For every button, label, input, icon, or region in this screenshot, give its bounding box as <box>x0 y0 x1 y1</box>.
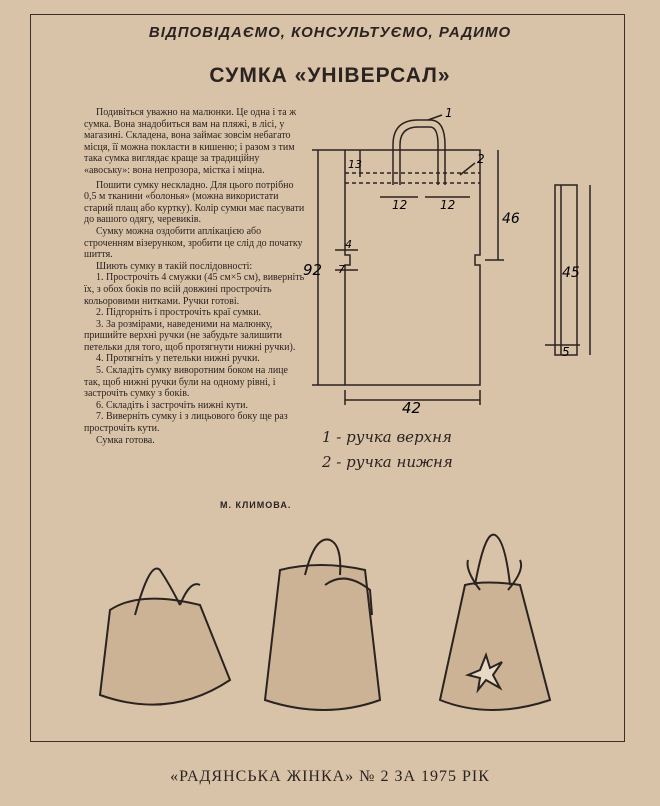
bag-illustrations <box>80 530 560 730</box>
article-title: СУМКА «УНІВЕРСАЛ» <box>209 64 451 87</box>
step-item: 1. Прострочіть 4 смужки (45 см×5 см), виверніть їх, з обох боків по всій довжині прострочіть кольоровими нитками. Ручки готові. <box>84 272 305 307</box>
legend-item-2: 2 - ручка нижня <box>322 453 453 471</box>
step-item: 7. Виверніть сумку і з лицьового боку ще раз прострочіть кути. <box>84 411 288 435</box>
bag-pattern-outline <box>345 150 480 385</box>
step-item: 2. Підгорніть і прострочіть краї сумки. <box>96 307 262 319</box>
top-handle-shape <box>393 120 445 185</box>
dim-5: 5 <box>562 345 570 359</box>
step-item: 6. Складіть і застрочіть нижні кути. <box>96 399 249 411</box>
callout-2: 2 <box>477 152 485 166</box>
paragraph: Пошити сумку нескладно. Для цього потрібно 0,5 м тканини «болонья» (можна використати старий плащ або куртку). Колір сумки має пасувати до вашого одягу, черевиків. <box>84 179 305 226</box>
pattern-diagram <box>300 105 620 435</box>
paragraph: Шиють сумку в такій послідовності: <box>96 260 253 272</box>
bag-illustration-2 <box>265 539 380 710</box>
callout-1: 1 <box>445 106 453 120</box>
dim-45: 45 <box>562 265 580 281</box>
dim-13: 13 <box>348 158 362 171</box>
step-item: 3. За розмірами, наведеними на малюнку, пришийте верхні ручки (не забудьте залишити петельки для того, щоб протягнути нижні ручки). <box>84 318 296 353</box>
paragraph: Сумку можна оздобити аплікацією або строченням візерунком, зробити це слід до початку шиття. <box>84 225 303 261</box>
dim-92: 92 <box>303 261 323 279</box>
dim-46: 46 <box>502 211 520 227</box>
legend-item-1: 1 - ручка верхня <box>322 428 452 446</box>
rubric-heading: ВІДПОВІДАЄМО, КОНСУЛЬТУЄМО, РАДИМО <box>148 24 512 41</box>
magazine-footer: «РАДЯНСЬКА ЖІНКА» № 2 ЗА 1975 РІК <box>170 768 490 785</box>
step-item: 4. Протягніть у петельки нижні ручки. <box>96 353 260 365</box>
article-body <box>84 107 306 446</box>
paragraph: Сумка готова. <box>96 434 155 446</box>
dim-7: 7 <box>338 263 345 276</box>
bag-illustration-3 <box>440 535 550 710</box>
author-signature: М. КЛИМОВА. <box>220 500 292 510</box>
dim-12-right: 12 <box>440 198 456 212</box>
step-item: 5. Складіть сумку виворотним боком на лице так, щоб нижні ручки були на одному рівні, і застрочіть сумку з боків. <box>84 365 288 400</box>
bag-illustration-1 <box>100 568 230 704</box>
dim-12-left: 12 <box>392 198 408 212</box>
dim-42: 42 <box>402 399 422 417</box>
paragraph: Подивіться уважно на малюнки. Це одна і та ж сумка. Вона знадобиться вам на пляжі, в лісі, у магазині. Складена, вона займає зовсім небагато місця, її можна покласти в кишеню; і разом з тим така сумка виглядає краще за традиційну «авоську»: вона непрозора, містка і міцна. <box>84 107 297 176</box>
dim-4: 4 <box>345 238 352 251</box>
